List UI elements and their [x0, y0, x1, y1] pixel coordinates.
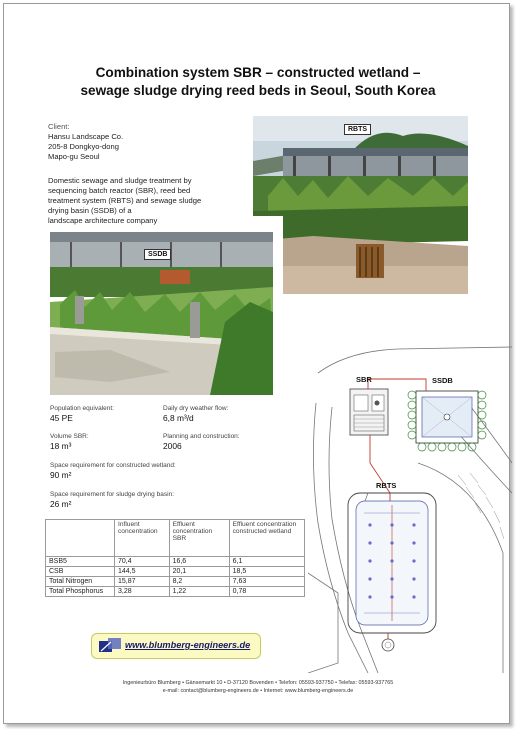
client-address-line-1: 205-8 Dongkyo-dong — [48, 142, 119, 151]
table-cell: 144,5 — [115, 567, 170, 577]
title-line-1: Combination system SBR – constructed wetland – — [95, 65, 421, 80]
table-cell: 0,78 — [229, 587, 304, 597]
concentration-table — [45, 519, 305, 597]
table-cell: 16,6 — [169, 557, 229, 567]
table-cell: 8,2 — [169, 577, 229, 587]
table-cell: 18,5 — [229, 567, 304, 577]
table-cell: 1,22 — [169, 587, 229, 597]
fact-population-equivalent — [50, 405, 114, 423]
drying-basin-space-value: 26 m² — [50, 499, 72, 509]
table-cell: 20,1 — [169, 567, 229, 577]
client-label: Client: — [48, 122, 70, 131]
fact-wetland-space — [50, 462, 176, 480]
website-link[interactable]: www.blumberg-engineers.de — [125, 640, 251, 650]
footer-contact: e-mail: contact@blumberg-engineers.de • Internet: www.blumberg-engineers.de — [162, 688, 354, 694]
table-cell: CSB — [46, 567, 115, 577]
volume-sbr-value: 18 m³ — [50, 441, 72, 451]
fact-volume-sbr — [50, 433, 89, 451]
company-logo-icon — [99, 638, 121, 654]
fact-planning-construction — [163, 433, 240, 451]
table-cell: 3,28 — [115, 587, 170, 597]
volume-sbr-label: Volume SBR: — [50, 433, 89, 440]
sbr-tank — [350, 389, 388, 435]
fact-daily-flow — [163, 405, 228, 423]
description-line-5: landscape architecture company — [48, 216, 158, 225]
drying-basin-space-label: Space requirement for sludge drying basin: — [50, 491, 174, 498]
rbts-bed — [348, 493, 436, 633]
rbts-photo — [253, 116, 468, 294]
plan-label-sbr: SBR — [356, 375, 372, 384]
plan-label-ssdb: SSDB — [432, 376, 453, 385]
client-address-line-2: Mapo-gu Seoul — [48, 152, 100, 161]
client-name: Hansu Landscape Co. — [48, 132, 124, 141]
rbts-photo-image — [253, 116, 468, 294]
project-description — [48, 176, 253, 226]
table-cell: Total Phosphorus — [46, 587, 115, 597]
table-header-cell: Influent concentration — [115, 520, 170, 557]
planning-construction-label: Planning and construction: — [163, 433, 240, 440]
table-header-row — [46, 520, 305, 557]
ssdb-photo-tag: SSDB — [144, 249, 171, 260]
table-cell: 70,4 — [115, 557, 170, 567]
daily-flow-label: Daily dry weather flow: — [163, 405, 229, 412]
table-header-cell: Effluent concentration constructed wetland — [229, 520, 304, 557]
description-line-2: sequencing batch reactor (SBR), reed bed — [48, 186, 191, 195]
table-row — [46, 557, 305, 567]
site-plan-drawing — [308, 343, 512, 673]
description-line-4: drying basin (SSDB) of a — [48, 206, 132, 215]
website-banner[interactable] — [91, 633, 261, 659]
table-cell: 15,87 — [115, 577, 170, 587]
plan-label-rbts: RBTS — [376, 481, 397, 490]
fact-drying-basin-space — [50, 491, 174, 509]
ssdb-photo — [50, 232, 273, 395]
table-row — [46, 587, 305, 597]
table-row — [46, 577, 305, 587]
table-cell: BSB5 — [46, 557, 115, 567]
footer-address: Ingenieurbüro Blumberg • Gänsemarkt 10 • D-37120 Bovenden • Telefon: 05593-937750 • Telefax: 05593-937765 — [122, 680, 394, 686]
population-equivalent-value: 45 PE — [50, 413, 73, 423]
outlet-manhole — [382, 639, 394, 651]
population-equivalent-label: Population equivalent: — [50, 405, 114, 412]
daily-flow-value: 6,8 m³/d — [163, 413, 194, 423]
table-cell: 7,63 — [229, 577, 304, 587]
planning-construction-value: 2006 — [163, 441, 182, 451]
table-cell: Total Nitrogen — [46, 577, 115, 587]
client-block — [48, 122, 123, 162]
wetland-space-value: 90 m² — [50, 470, 72, 480]
description-line-1: Domestic sewage and sludge treatment by — [48, 176, 192, 185]
rbts-photo-tag: RBTS — [344, 124, 371, 135]
ssdb-basin — [416, 391, 478, 443]
document-title — [30, 64, 486, 100]
description-line-3: treatment system (RBTS) and sewage sludge — [48, 196, 202, 205]
table-row — [46, 567, 305, 577]
wetland-space-label: Space requirement for constructed wetland: — [50, 462, 176, 469]
table-header-cell: Effluent concentration SBR — [169, 520, 229, 557]
table-cell: 6,1 — [229, 557, 304, 567]
title-line-2: sewage sludge drying reed beds in Seoul, South Korea — [80, 83, 436, 98]
table-header-cell — [46, 520, 115, 557]
